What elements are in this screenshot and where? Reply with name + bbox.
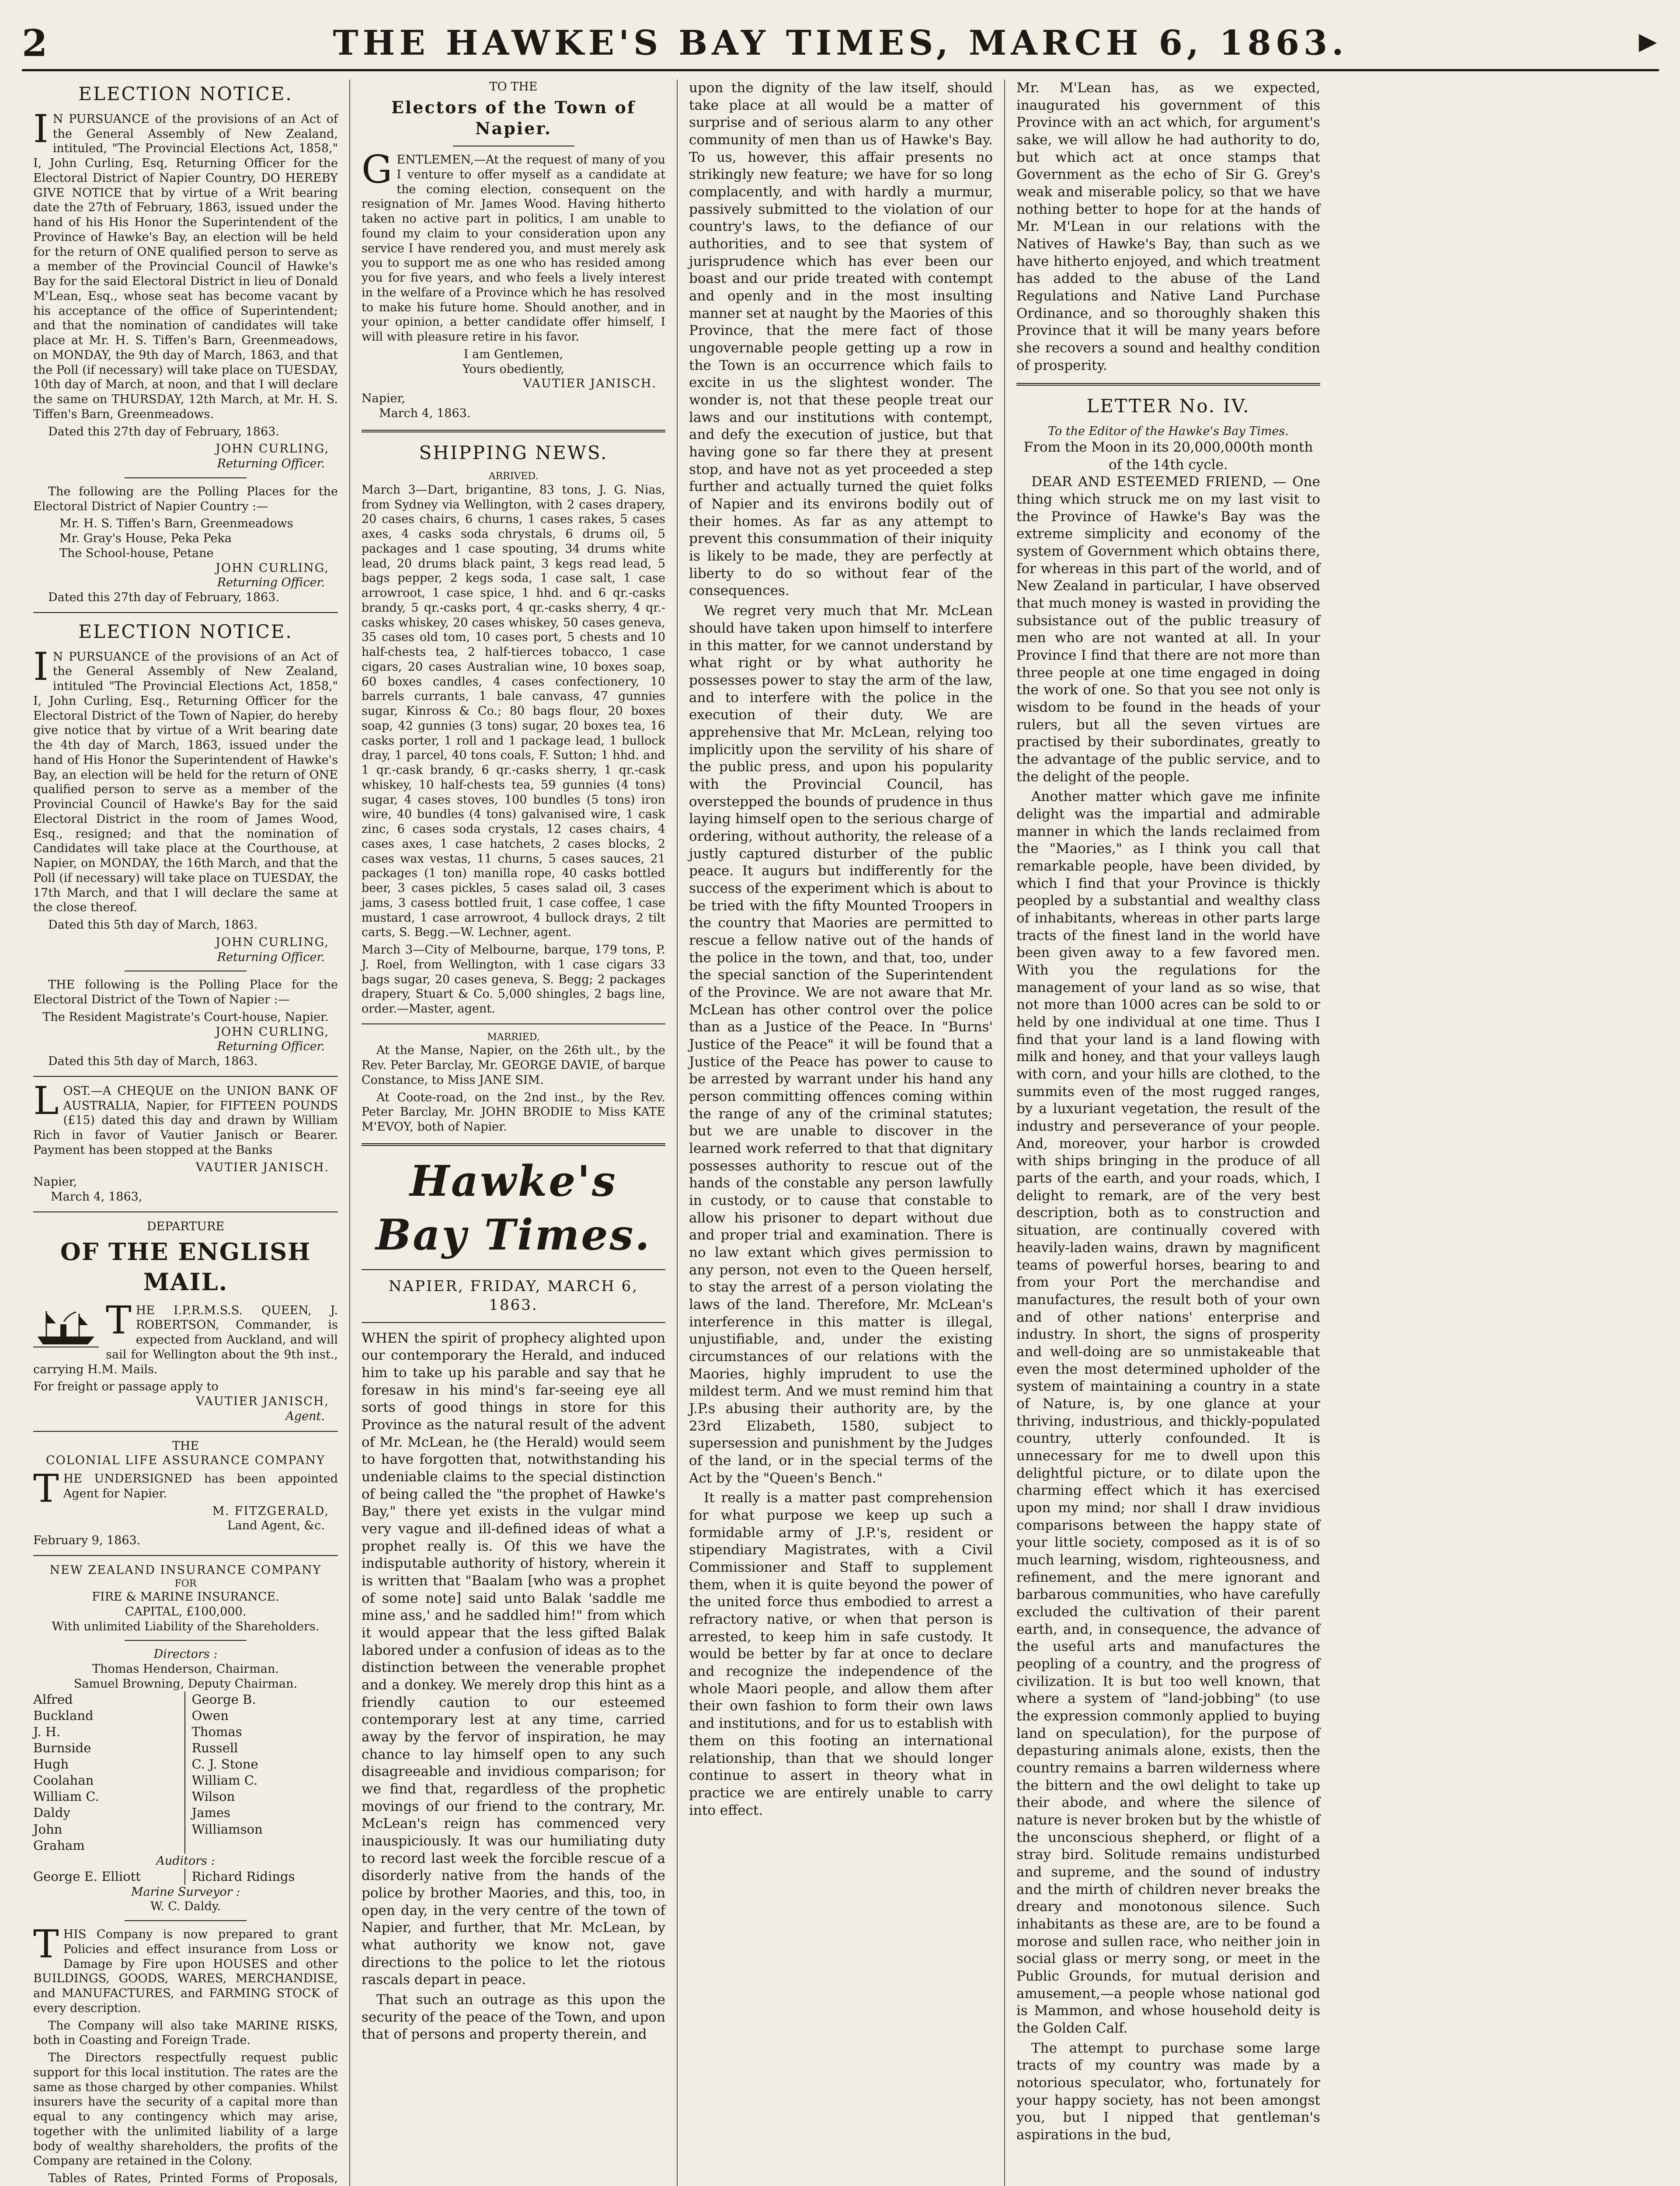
notice-dated: Dated this 27th day of February, 1863. (48, 425, 279, 439)
notice-dated: Dated this 5th day of March, 1863. (48, 1055, 258, 1068)
letter-to-editor: To the Editor of the Hawke's Bay Times. (1048, 425, 1289, 439)
arrived-label: ARRIVED. (488, 471, 539, 482)
colonial-heading: COLONIAL LIFE ASSURANCE COMPANY (45, 1454, 326, 1468)
deputy-chairman: Samuel Browning, Deputy Chairman. (73, 1677, 298, 1691)
column-1 (22, 80, 349, 2186)
nzic-liability: With unlimited Liability of the Shareholders. (52, 1619, 320, 1633)
divider (33, 1076, 338, 1077)
letter-from-line: From the Moon in its 20,000,000th month of the 14th cycle. (1023, 439, 1313, 473)
nzic-heading: NEW ZEALAND INSURANCE COMPANY (49, 1563, 322, 1577)
column-2 (349, 80, 677, 2186)
colonial-date: February 9, 1863. (33, 1534, 141, 1548)
surveyor-label: Marine Surveyor : (131, 1885, 240, 1899)
polling-place: Mr. Gray's House, Peka Peka (59, 532, 232, 545)
colonial-signer: M. FITZGERALD, (212, 1504, 329, 1518)
nzic-directors-note: The Directors respectfully request public support for this local institution. The rates are the same as those charged by other companies. Whilst insurers have the security of a capital more than equal to any contingency which may arise, together with the unlimited liability of a large body of wealthy shareholders, the profits of the Company are retained in the Colony. (33, 2051, 338, 2168)
election-notice-body: I N PURSUANCE of the provisions of an Act of the General Assembly of New Zealand, intituled, "The Provincial Elections Act, 1858," I, John Curling, Esq, Returning Officer for the Electoral District of Napier Country, DO HEREBY GIVE NOTICE that by virtue of a Writ bearing date the 27th of February, 1863, issued under the hand of his His Honor the Superintendent of the Province of Hawke's Bay, an election will be held for the return of ONE qualified person to serve as a member of the Provincial Council of Hawke's Bay for the said Electoral District in lieu of Donald M'Lean, Esq., whose seat has become vacant by his acceptance of the office of Superintendent; and that the nomination of candidates will take place at Mr. H. S. Tiffen's Barn, Greenmeadows, on MONDAY, the 9th day of March, 1863, and that the Poll (if necessary) will take place on TUESDAY, 10th day of March, at noon, and that I will declare the same on THURSDAY, 12th March, at Mr. H. S. Tiffen's Barn, Greenmeadows. (33, 106, 338, 421)
director: Alfred Buckland (33, 1692, 94, 1723)
polling-intro: The following are the Polling Places for the Electoral District of Napier Country :— (33, 484, 338, 513)
divider (362, 1322, 665, 1323)
director: Thomas Russell (191, 1724, 242, 1756)
mail-signer-title: Agent. (285, 1409, 325, 1423)
nzic-body: THIS Company is now prepared to grant Policies and effect insurance from Loss or Damage by Fire upon HOUSES and other BUILDINGS, GOODS, WARES, MERCHANDISE, and MANUFACTURES, and FARMING STOCK of every description. (33, 1921, 338, 2015)
dropcap: L (33, 1078, 59, 1123)
letter-heading: LETTER No. IV. (1086, 395, 1250, 417)
notice-signer-title: Returning Officer. (217, 457, 325, 470)
notice-dated: Dated this 5th day of March, 1863. (48, 918, 258, 932)
married-label: MARRIED, (487, 1031, 540, 1043)
electors-closing: Yours obediently, (462, 362, 564, 376)
director: J. H. Burnside (33, 1724, 91, 1756)
divider (362, 430, 665, 432)
electors-body: GENTLEMEN,—At the request of many of you I venture to offer myself as a candidate at the coming election, consequent on the resignation of Mr. James Wood. Having hitherto taken no active part in politics, I am unable to found my claim to your consideration upon any service I have rendered you, and must merely ask you to support me as one who has resided among you for five years, and who feels a lively interest in the welfare of a Province which he has resolved to make his future home. Should another, and in your opinion, a better candidate offer himself, I will with pleasure retire in his favor. (362, 147, 665, 344)
director: James Williamson (191, 1805, 263, 1837)
shipping-entry: March 3—City of Melbourne, barque, 179 tons, P. J. Roel, from Wellington, with 1 case cigars 33 bags sugar, 20 cases geneva, S. Begg; 2 packages drapery, Stuart & Co. 5,000 shingles, 2 bags line, order.—Master, agent. (362, 943, 665, 1016)
lost-signer: VAUTIER JANISCH. (195, 1160, 329, 1174)
notice-signer-title: Returning Officer. (217, 576, 325, 590)
dropcap: I (33, 644, 49, 689)
editorial-paragraph: That such an outrage as this upon the security of the peace of the Town, and upon that of persons and property therein, and (362, 1992, 665, 2043)
director: William C. Daldy (33, 1789, 99, 1821)
nzic-marine: The Company will also take MARINE RISKS, both in Coasting and Foreign Trade. (33, 2019, 338, 2047)
dropcap: T (106, 1297, 132, 1343)
notice-signer: JOHN CURLING, (216, 1025, 329, 1039)
director: John Graham (33, 1821, 85, 1853)
lost-cheque-notice: LOST.—A CHEQUE on the UNION BANK OF AUSTRALIA, Napier, for FIFTEEN POUNDS (£15) dated this day and drawn by William Rich in favor of Vautier Janisch or Bearer. Payment has been stopped at the Banks (33, 1078, 338, 1157)
newspaper-header-title: THE HAWKE'S BAY TIMES, MARCH 6, 1863. (333, 23, 1348, 63)
divider (33, 612, 338, 613)
divider (33, 1431, 338, 1432)
divider (125, 477, 247, 478)
column-4 (1004, 80, 1332, 2186)
auditor: Richard Ridings (184, 1869, 338, 1885)
director: C. J. Stone (191, 1757, 258, 1772)
pointing-hand-icon: ▲ (1636, 34, 1664, 52)
notice-dated: Dated this 27th day of February, 1863. (48, 591, 279, 604)
notice-signer-title: Returning Officer. (217, 950, 325, 964)
electors-heading: Electors of the Town of Napier. (391, 97, 636, 139)
polling-place: Mr. H. S. Tiffen's Barn, Greenmeadows (59, 517, 293, 531)
marriage-entry: At Coote-road, on the 2nd inst., by the Rev. Peter Barclay, Mr. JOHN BRODIE to Miss KATE M'EVOY, both of Napier. (362, 1090, 665, 1134)
notice-signer: JOHN CURLING, (216, 442, 329, 456)
director: William C. Wilson (191, 1773, 258, 1804)
mail-pre-heading: DEPARTURE (146, 1219, 225, 1233)
divider (125, 1920, 247, 1921)
editorial-paragraph: upon the dignity of the law itself, should take place at all would be a matter of surprise and of serious alarm to any other community of men than us of Hawke's Bay. To us, however, this affair presents no strikingly new feature; we have for so long complacently, and with hardly a murmur, passively submitted to the violation of our country's laws, to the defiance of our authorities, and to see that system of jurisprudence which has ever been our boast and our pride treated with contempt and openly and in the most insulting manner set at naught by the Maories of this Province, that the mere fact of those ungovernable people getting up a row in the Town is an occurrence which fails to excite in us the slightest wonder. The wonder is, not that these people treat our laws and our institutions with contempt, and defy the execution of justice, but that having gone so far there they at present stop, and have not as yet proceeded a step further and actually turned the quiet folks of Napier and its environs bodily out of their homes. As far as any attempt to prevent this consummation of their iniquity is likely to be made, they are perfectly at liberty to do so without fear of the consequences. (689, 80, 993, 599)
mail-signer: VAUTIER JANISCH, (195, 1395, 329, 1409)
divider (362, 1143, 665, 1146)
letter-paragraph: The attempt to purchase some large tracts of my country was made by a notorious speculator, who, fortunately for your happy society, has not been amongst you, but I nipped that gentleman's aspirations in the bud, (1016, 2040, 1320, 2143)
mail-heading: OF THE ENGLISH MAIL. (60, 1237, 311, 1296)
directors-list (33, 1692, 338, 1854)
divider (362, 1269, 665, 1270)
electors-to: TO THE (489, 80, 538, 94)
election-notice-heading: ELECTION NOTICE. (78, 83, 293, 104)
marriage-entry: At the Manse, Napier, on the 26th ult., by the Rev. Peter Barclay, Mr. GEORGE DAVIE, of barque Constance, to Miss JANE SIM. (362, 1044, 665, 1087)
electors-closing: I am Gentlemen, (463, 347, 563, 361)
colonial-signer-title: Land Agent, &c. (227, 1519, 325, 1533)
steamship-icon (33, 1306, 99, 1350)
chairman: Thomas Henderson, Chairman. (92, 1662, 279, 1676)
mail-body: THE I.P.R.M.S.S. QUEEN, J. ROBERTSON, Commander, is expected from Auckland, and will sail for Wellington about the 9th inst., carrying H.M. Mails. (33, 1297, 338, 1376)
nzic-tables: Tables of Rates, Printed Forms of Proposals, (48, 2172, 338, 2186)
auditors-label: Auditors : (156, 1854, 215, 1868)
nzic-capital: CAPITAL, £100,000. (125, 1605, 247, 1619)
polling-place: The School-house, Petane (59, 546, 214, 560)
director: George B. Owen (191, 1692, 256, 1723)
surveyor: W. C. Daldy. (150, 1900, 221, 1914)
notice-signer: JOHN CURLING, (216, 935, 329, 949)
masthead (22, 17, 1664, 71)
dropcap: G (362, 147, 393, 192)
auditors-list (33, 1869, 338, 1885)
electors-date: March 4, 1863. (379, 406, 471, 420)
editorial-paragraph: WHEN the spirit of prophecy alighted upon our contemporary the Herald, and induced him to take up his parable and say that he foresaw in his mind's far-seeing eye all sorts of good things in store for this Province as the natural result of the advent of Mr. McLean, he (the Herald) would seem to have forgotten that, notwithstanding his undeniable claims to the special distinction of being called the "the prophet of Hawke's Bay," there yet exists in the vulgar mind very vague and ill-defined ideas of what a prophet really is. Of this we have the indisputable authority of history, wherein it is written that "Baalam [who was a prophet of some note] said unto Balak 'saddle me mine ass,' and he saddled him!" from which it would appear that the less gifted Balak labored under a confusion of ideas as to the distinction between the venerable prophet and a donkey. We merely drop this hint as a friendly caution to our esteemed contemporary lest at any time, carried away by the fervor of inspiration, he may chance to lay himself open to any such disagreeable and invidious comparison; for we find that, regardless of the prophetic movings of our friend to the contrary, Mr. McLean's reign has commenced very inauspiciously. It was our humiliating duty to record last week the forcible rescue of a disorderly native from the hands of the police by brother Maories, and this, too, in open day, in the very centre of the town of Napier, and further, that Mr. McLean, by what authority we know not, gave directions to the police to let the riotous rascals depart in peace. (362, 1330, 665, 1988)
election-notice-heading: ELECTION NOTICE. (78, 620, 293, 642)
director: Hugh Coolahan (33, 1757, 94, 1788)
dropcap: I (33, 106, 49, 151)
letter-paragraph: DEAR AND ESTEEMED FRIEND, — One thing which struck me on my last visit to the Province of Hawke's Bay was the extreme simplicity and economy of the system of Government which obtains there, for whereas in this part of the world, and of New Zealand in particular, I have observed that much money is wasted in providing the subsistance out of the public treasury of men who are not wanted at all. In your Province I find that there are not more than three people at one time engaged in doing the work of one. So that you see not only is wisdom to be found in the heads of your rulers, but all the seven virtues are practised by their subordinates, greatly to the advantage of the public service, and to the delight of the people. (1016, 474, 1320, 785)
notice-signer-title: Returning Officer. (217, 1040, 325, 1054)
auditor: George E. Elliott (33, 1869, 141, 1884)
election-notice-body: I N PURSUANCE of the provisions of an Act of the General Assembly of New Zealand, intituled "The Provincial Elections Act, 1858," I, John Curling, Esq., Returning Officer for the Electoral District of the Town of Napier, do hereby give notice that by virtue of a Writ bearing date the 4th day of March, 1863, issued under the hand of His Honor the Superintendent of Hawke's Bay, an election will be held for the return of ONE qualified person to serve as a member of the Provincial Council of Hawke's Bay for the said Electoral District in the room of James Wood, Esq., resigned; and that the nomination of Candidates will take place at the Courthouse, at Napier, on MONDAY, the 16th March, and that the Poll (if necessary) will take place on TUESDAY, the 17th March, and that I will declare the same at the close thereof. (33, 644, 338, 915)
colonial-pre-heading: THE (172, 1439, 199, 1453)
column-3 (677, 80, 1004, 2186)
electors-signer: VAUTIER JANISCH. (523, 377, 657, 391)
shipping-heading: SHIPPING NEWS. (419, 442, 608, 463)
dateline: NAPIER, FRIDAY, MARCH 6, 1863. (388, 1277, 639, 1314)
polling-intro: THE following is the Polling Place for the Electoral District of the Town of Napier :— (33, 978, 338, 1006)
editorial-paragraph: Mr. M'Lean has, as we expected, inaugurated his government of this Province with an act which, for argument's sake, we will allow he had authority to do, but which act at once stamps that Government as the echo of Sir G. Grey's weak and miserable policy, so that we have nothing better to hope for at the hands of Mr. M'Lean in our relations with the Natives of Hawke's Bay, than such as we have hitherto enjoyed, and which treatment has added to the abuse of the Land Regulations and Native Land Purchase Ordinance, and so thoroughly shaken this Province that it will be many years before she recovers a sound and healthy condition of prosperity. (1016, 80, 1320, 373)
notice-signer: JOHN CURLING, (216, 561, 329, 575)
polling-place: The Resident Magistrate's Court-house, Napier. (42, 1010, 329, 1024)
dropcap: T (33, 1466, 59, 1511)
nzic-for: FOR (174, 1578, 197, 1589)
shipping-entry: March 3—Dart, brigantine, 83 tons, J. G. Nias, from Sydney via Wellington, with 2 cases drapery, 20 cases chairs, 6 churns, 1 cases rakes, 5 cases axes, 4 casks soda chrystals, 6 drums oil, 5 packages and 1 case spouting, 34 drums white lead, 20 drums black paint, 3 kegs read lead, 5 bags pepper, 2 kegs soda, 1 case salt, 1 case arrowroot, 1 case spice, 1 hhd. and 6 qr.-casks brandy, 5 qr.-casks port, 4 qr.-casks sherry, 4 qr.-casks whiskey, 20 cases whiskey, 50 cases geneva, 35 cases old tom, 10 cases port, 5 chests and 10 half-chests tea, 2 half-tierces tobacco, 1 case cigars, 20 cases Australian wine, 10 boxes soap, 60 boxes candles, 4 cases confectionery, 10 barrels currants, 1 bale canvass, 47 gunnies sugar, Kinross & Co.; 80 bags flour, 20 boxes soap, 42 gunnies (3 tons) sugar, 20 boxes tea, 16 casks porter, 1 roll and 1 package lead, 1 bullock dray, 1 parcel, 40 tons coals, F. Sutton; 1 hhd. and 1 qr.-cask brandy, 6 qr.-casks sherry, 1 qr.-cask whiskey, 10 half-chests tea, 59 gunnies (4 tons) sugar, 4 cases stoves, 100 bundles (5 tons) iron wire, 40 bundles (4 tons) galvanised wire, 1 cask zinc, 6 cases soda crystals, 12 cases chairs, 4 cases axes, 1 case hatchets, 2 cases blocks, 2 cases wax vestas, 11 churns, 5 cases sauces, 21 packages (1 ton) manilla rope, 40 casks bottled beer, 3 cases pickles, 5 cases salad oil, 3 cases jams, 3 casess bottled fruit, 1 case coffee, 1 case mustard, 1 case arrowroot, 4 bullock drays, 2 tilt carts, S. Begg.—W. Lechner, agent. (362, 483, 665, 940)
divider (33, 1555, 338, 1556)
divider (125, 1640, 247, 1641)
dropcap: T (33, 1921, 59, 1967)
mail-freight: For freight or passage apply to (33, 1380, 219, 1394)
divider (33, 1211, 338, 1212)
nzic-sub: FIRE & MARINE INSURANCE. (92, 1590, 279, 1604)
divider (362, 1023, 665, 1024)
electors-place: Napier, (362, 392, 406, 405)
colonial-body: THE UNDERSIGNED has been appointed Agent for Napier. (33, 1466, 338, 1511)
lost-place: Napier, (33, 1175, 77, 1189)
divider (1016, 383, 1320, 386)
newspaper-nameplate: Hawke's Bay Times. (376, 1156, 651, 1260)
letter-paragraph: Another matter which gave me infinite delight was the impartial and admirable manner in which the lands reclaimed from the "Maories," as I think you call that remarkable people, have been divided, by which I find that your Province is thickly peopled by a substantial and wealthy class of inhabitants, whereas in other parts large tracts of the finest land in the world have been given away to a few favored men. With you the regulations for the management of your land as so wise, that not more than 1000 acres can be sold to or held by one individual at one time. Thus I find that your land is a land flowing with milk and honey, and that your valleys laugh with corn, and your hills are clothed, to the summits even of the most rugged ranges, by a luxuriant vegetation, the result of the industry and perseverance of your people. And, moreover, your harbor is crowded with ships bringing in the produce of all parts of the earth, and your roads, which, I delight to remark, are of the very best description, both as to construction and situation, are continually covered with heavily-laden wains, drawn by magnificent teams of powerful horses, bearing to and from your Port the merchandise and manufactures, the result both of your own and of other nations' enterprise and industry. In short, the signs of prosperity and well-doing are so unmistakeable that even the most determined upholder of the system of maintaining a country in a state of Nature, is, by one glance at your thriving, industrious, and thickly-populated country, utterly confounded. It is unnecessary for me to dwell upon this delightful picture, or to dilate upon the charming effect which it has exercised upon my mind; nor shall I draw invidious comparisons between the happy state of your little society, composed as it is of so much learning, wisdom, righteousness, and refinement, and the mere ignorant and barbarous communities, who have carefully excluded the cultivation of their parent earth, and, in consequence, the advance of the useful arts and manufactures the peopling of a country, and the progress of civilization. It is but too well known, that where a system of "land-jobbing" (to use the expression commonly applied to buying land on speculation), for the purpose of depasturing animals alone, exists, then the country remains a barren wilderness where the bittern and the owl delight to take up their abode, and where the silence of nature is never broken but by the whistle of the unconscious shepherd, or flight of a stray bird. Solitude remains undisturbed and supreme, and the sound of industry and the mirth of children never breaks the dreary and monotonous silence. Such inhabitants as these are, are to be found a morose and sullen race, who neither join in social glass or merry song, or meet in the Public Grounds, for mutual derision and amusement,—a people whose national god is Mammon, and whose household deity is the Golden Calf. (1016, 789, 1320, 2036)
editorial-paragraph: It really is a matter past comprehension for what purpose we keep up such a formidable army of J.P.'s, resident or stipendiary Magistrates, with a Civil Commissioner and Staff to supplement them, when it is quite beyond the power of the united force thus embodied to arrest a refractory native, or when that person is arrested, to keep him in safe custody. It would be better by far at once to declare and recognize the independence of the whole Maori people, and allow them after their own fashion to form their own laws and institutions, and for us to establish with them on this footing an international relationship, than that we should longer continue to assert in theory what in practice we are entirely unable to carry into effect. (689, 1490, 993, 1818)
page-number: 2 (22, 21, 48, 65)
columns (22, 80, 1659, 2186)
lost-date: March 4, 1863, (51, 1190, 143, 1204)
editorial-paragraph: We regret very much that Mr. McLean should have taken upon himself to interfere in this matter, for we cannot understand by what right or by what authority he possesses power to stay the arm of the law, and to interfere with the police in the execution of their duty. We are apprehensive that Mr. McLean, relying too implicitly upon the servility of his share of the public press, and upon his popularity with the Provincial Council, has overstepped the bounds of prudence in thus laying himself open to the serious charge of ordering, without authority, the release of a justly captured disturber of the public peace. It augurs but indifferently for the success of the experiment which is about to be tried with the fifty Mounted Troopers in the country that Maories are permitted to rescue a fellow native out of the hands of the police in the town, and that, too, under the special sanction of the Superintendent of the Province. We are not aware that Mr. McLean has other control over the police than as a Justice of the Peace. In "Burns' Justice of the Peace" it will be found that a Justice of the Peace has power to cause to be arrested by warrant under his hand any person committing offences coming within the range of any of the criminal statutes; but we are unable to discover in the learned work referred to that that dignitary possesses authority to rescue out of the hands of the constable any person lawfully in custody, or to cause that constable to allow his prisoner to depart without due and proper trial and examination. There is no law extant which gives permission to any person, not even to the Queen herself, to stay the arrest of a person violating the laws of the land. Therefore, Mr. McLean's interference in this matter is illegal, unjustifiable, and, under the existing circumstances of our relations with the Maories, highly imprudent to use the mildest term. And we must remind him that J.P.s abusing their authority are, by the 23rd Elizabeth, 1580, subject to supersession and punishment by the Judges of the land, or in the special terms of the Act by the "Queen's Bench." (689, 603, 993, 1486)
directors-label: Directors : (153, 1647, 218, 1661)
